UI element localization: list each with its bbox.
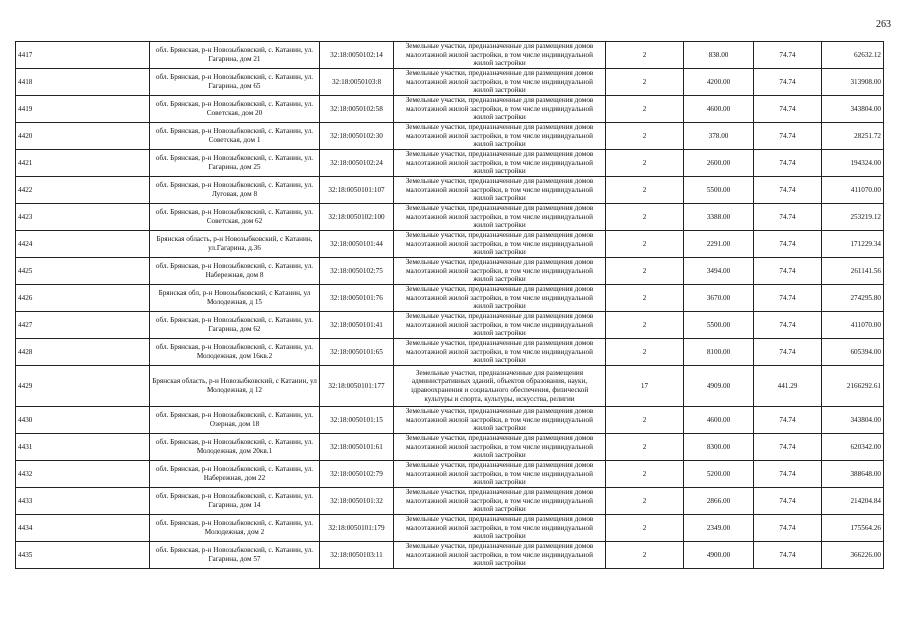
area-cell: 4900.00 xyxy=(684,542,754,569)
address-cell: Брянская обл, р-н Новозыбковский, с Катанин, ул Молодежная, д 15 xyxy=(150,285,320,312)
area-cell: 4200.00 xyxy=(684,69,754,96)
row-number: 4435 xyxy=(16,542,150,569)
cadastral-number-cell: 32:18:0050102:58 xyxy=(320,96,394,123)
area-cell: 2600.00 xyxy=(684,150,754,177)
address-cell: Брянская область, р-н Новозыбковский, с Катанин, ул.Гагарина, д.36 xyxy=(150,231,320,258)
row-number: 4425 xyxy=(16,258,150,285)
cadastral-value-cell: 605394.00 xyxy=(822,339,884,366)
cadastral-number-cell: 32:18:0050101:65 xyxy=(320,339,394,366)
cadastral-value-table xyxy=(15,41,884,569)
table-row xyxy=(16,285,884,312)
specific-value-cell: 74.74 xyxy=(754,69,822,96)
row-number: 4423 xyxy=(16,204,150,231)
table-row xyxy=(16,488,884,515)
table-row xyxy=(16,42,884,69)
group-cell: 17 xyxy=(606,366,684,407)
cadastral-value-cell: 366226.00 xyxy=(822,542,884,569)
area-cell: 4909.00 xyxy=(684,366,754,407)
address-cell: обл. Брянская, р-н Новозыбковский, с. Катанин, ул. Гагарина, дом 57 xyxy=(150,542,320,569)
specific-value-cell: 74.74 xyxy=(754,407,822,434)
table-row xyxy=(16,69,884,96)
address-cell: обл. Брянская, р-н Новозыбковский, с. Катанин, ул. Гагарина, дом 25 xyxy=(150,150,320,177)
cadastral-number-cell: 32:18:0050101:61 xyxy=(320,434,394,461)
land-use-cell: Земельные участки, предназначенные для размещения домов малоэтажной жилой застройки, в том числе индивидуальной жилой застройки xyxy=(394,150,606,177)
cadastral-value-cell: 2166292.61 xyxy=(822,366,884,407)
cadastral-value-cell: 62632.12 xyxy=(822,42,884,69)
table-row xyxy=(16,258,884,285)
cadastral-number-cell: 32:18:0050102:100 xyxy=(320,204,394,231)
cadastral-number-cell: 32:18:0050102:24 xyxy=(320,150,394,177)
land-use-cell: Земельные участки, предназначенные для размещения домов малоэтажной жилой застройки, в том числе индивидуальной жилой застройки xyxy=(394,312,606,339)
cadastral-value-cell: 343804.00 xyxy=(822,407,884,434)
cadastral-number-cell: 32:18:0050103:11 xyxy=(320,542,394,569)
cadastral-value-cell: 28251.72 xyxy=(822,123,884,150)
row-number: 4434 xyxy=(16,515,150,542)
cadastral-value-cell: 411070.00 xyxy=(822,177,884,204)
cadastral-number-cell: 32:18:0050101:177 xyxy=(320,366,394,407)
row-number: 4422 xyxy=(16,177,150,204)
land-use-cell: Земельные участки, предназначенные для размещения домов малоэтажной жилой застройки, в том числе индивидуальной жилой застройки xyxy=(394,177,606,204)
cadastral-number-cell: 32:18:0050102:75 xyxy=(320,258,394,285)
land-use-cell: Земельные участки, предназначенные для размещения домов малоэтажной жилой застройки, в том числе индивидуальной жилой застройки xyxy=(394,542,606,569)
address-cell: обл. Брянская, р-н Новозыбковский, с. Катанин, ул. Луговая, дом 8 xyxy=(150,177,320,204)
land-use-cell: Земельные участки, предназначенные для размещения домов малоэтажной жилой застройки, в том числе индивидуальной жилой застройки xyxy=(394,69,606,96)
specific-value-cell: 74.74 xyxy=(754,204,822,231)
specific-value-cell: 74.74 xyxy=(754,123,822,150)
land-use-cell: Земельные участки, предназначенные для размещения домов малоэтажной жилой застройки, в том числе индивидуальной жилой застройки xyxy=(394,285,606,312)
row-number: 4417 xyxy=(16,42,150,69)
land-use-cell: Земельные участки, предназначенные для размещения домов малоэтажной жилой застройки, в том числе индивидуальной жилой застройки xyxy=(394,488,606,515)
address-cell: Брянская область, р-н Новозыбковский, с Катанин, ул Молодежная, д 12 xyxy=(150,366,320,407)
table-row xyxy=(16,96,884,123)
group-cell: 2 xyxy=(606,258,684,285)
area-cell: 2291.00 xyxy=(684,231,754,258)
specific-value-cell: 74.74 xyxy=(754,285,822,312)
page-number: 263 xyxy=(876,19,891,30)
cadastral-value-cell: 343804.00 xyxy=(822,96,884,123)
cadastral-number-cell: 32:18:0050101:32 xyxy=(320,488,394,515)
specific-value-cell: 74.74 xyxy=(754,515,822,542)
cadastral-number-cell: 32:18:0050103:8 xyxy=(320,69,394,96)
specific-value-cell: 74.74 xyxy=(754,150,822,177)
row-number: 4431 xyxy=(16,434,150,461)
specific-value-cell: 74.74 xyxy=(754,258,822,285)
specific-value-cell: 74.74 xyxy=(754,461,822,488)
area-cell: 5500.00 xyxy=(684,312,754,339)
row-number: 4429 xyxy=(16,366,150,407)
group-cell: 2 xyxy=(606,177,684,204)
cadastral-number-cell: 32:18:0050101:76 xyxy=(320,285,394,312)
specific-value-cell: 74.74 xyxy=(754,96,822,123)
cadastral-value-cell: 274295.80 xyxy=(822,285,884,312)
cadastral-number-cell: 32:18:0050101:44 xyxy=(320,231,394,258)
area-cell: 5500.00 xyxy=(684,177,754,204)
cadastral-number-cell: 32:18:0050102:79 xyxy=(320,461,394,488)
group-cell: 2 xyxy=(606,312,684,339)
cadastral-number-cell: 32:18:0050102:30 xyxy=(320,123,394,150)
table-row xyxy=(16,312,884,339)
specific-value-cell: 74.74 xyxy=(754,434,822,461)
area-cell: 8300.00 xyxy=(684,434,754,461)
area-cell: 2866.00 xyxy=(684,488,754,515)
address-cell: обл. Брянская, р-н Новозыбковский, с. Катанин, ул. Озерная, дом 18 xyxy=(150,407,320,434)
cadastral-number-cell: 32:18:0050101:179 xyxy=(320,515,394,542)
land-use-cell: Земельные участки, предназначенные для размещения домов малоэтажной жилой застройки, в том числе индивидуальной жилой застройки xyxy=(394,42,606,69)
specific-value-cell: 74.74 xyxy=(754,488,822,515)
row-number: 4424 xyxy=(16,231,150,258)
table-row xyxy=(16,123,884,150)
land-use-cell: Земельные участки, предназначенные для размещения домов малоэтажной жилой застройки, в том числе индивидуальной жилой застройки xyxy=(394,515,606,542)
land-use-cell: Земельные участки, предназначенные для размещения домов малоэтажной жилой застройки, в том числе индивидуальной жилой застройки xyxy=(394,434,606,461)
specific-value-cell: 441.29 xyxy=(754,366,822,407)
cadastral-number-cell: 32:18:0050101:41 xyxy=(320,312,394,339)
cadastral-value-cell: 214204.84 xyxy=(822,488,884,515)
row-number: 4418 xyxy=(16,69,150,96)
row-number: 4420 xyxy=(16,123,150,150)
land-use-cell: Земельные участки, предназначенные для размещения домов малоэтажной жилой застройки, в том числе индивидуальной жилой застройки xyxy=(394,123,606,150)
group-cell: 2 xyxy=(606,96,684,123)
area-cell: 3494.00 xyxy=(684,258,754,285)
group-cell: 2 xyxy=(606,231,684,258)
table-row xyxy=(16,366,884,407)
row-number: 4421 xyxy=(16,150,150,177)
cadastral-value-cell: 620342.00 xyxy=(822,434,884,461)
address-cell: обл. Брянская, р-н Новозыбковский, с. Катанин, ул. Гагарина, дом 14 xyxy=(150,488,320,515)
land-use-cell: Земельные участки, предназначенные для размещения домов малоэтажной жилой застройки, в том числе индивидуальной жилой застройки xyxy=(394,461,606,488)
area-cell: 378.00 xyxy=(684,123,754,150)
address-cell: обл. Брянская, р-н Новозыбковский, с. Катанин, ул. Советская, дом 20 xyxy=(150,96,320,123)
land-use-cell: Земельные участки, предназначенные для размещения домов малоэтажной жилой застройки, в том числе индивидуальной жилой застройки xyxy=(394,204,606,231)
area-cell: 3388.00 xyxy=(684,204,754,231)
specific-value-cell: 74.74 xyxy=(754,312,822,339)
address-cell: обл. Брянская, р-н Новозыбковский, с. Катанин, ул. Гагарина, дом 21 xyxy=(150,42,320,69)
land-use-cell: Земельные участки, предназначенные для размещения домов малоэтажной жилой застройки, в том числе индивидуальной жилой застройки xyxy=(394,407,606,434)
row-number: 4430 xyxy=(16,407,150,434)
specific-value-cell: 74.74 xyxy=(754,231,822,258)
group-cell: 2 xyxy=(606,434,684,461)
cadastral-value-cell: 175564.26 xyxy=(822,515,884,542)
table-row xyxy=(16,515,884,542)
cadastral-value-cell: 261141.56 xyxy=(822,258,884,285)
cadastral-number-cell: 32:18:0050101:15 xyxy=(320,407,394,434)
land-use-cell: Земельные участки, предназначенные для размещения домов малоэтажной жилой застройки, в том числе индивидуальной жилой застройки xyxy=(394,258,606,285)
group-cell: 2 xyxy=(606,461,684,488)
cadastral-value-cell: 411070.00 xyxy=(822,312,884,339)
area-cell: 8100.00 xyxy=(684,339,754,366)
row-number: 4428 xyxy=(16,339,150,366)
address-cell: обл. Брянская, р-н Новозыбковский, с. Катанин, ул. Советская, дом 1 xyxy=(150,123,320,150)
row-number: 4426 xyxy=(16,285,150,312)
specific-value-cell: 74.74 xyxy=(754,177,822,204)
group-cell: 2 xyxy=(606,123,684,150)
group-cell: 2 xyxy=(606,150,684,177)
address-cell: обл. Брянская, р-н Новозыбковский, с. Катанин, ул. Молодежная, дом 2 xyxy=(150,515,320,542)
row-number: 4419 xyxy=(16,96,150,123)
address-cell: обл. Брянская, р-н Новозыбковский, с. Катанин, ул. Молодежная, дом 16кв.2 xyxy=(150,339,320,366)
table-row xyxy=(16,461,884,488)
specific-value-cell: 74.74 xyxy=(754,339,822,366)
area-cell: 838.00 xyxy=(684,42,754,69)
address-cell: обл. Брянская, р-н Новозыбковский, с. Катанин, ул. Набережная, дом 8 xyxy=(150,258,320,285)
group-cell: 2 xyxy=(606,69,684,96)
cadastral-value-cell: 171229.34 xyxy=(822,231,884,258)
specific-value-cell: 74.74 xyxy=(754,542,822,569)
cadastral-value-cell: 388648.00 xyxy=(822,461,884,488)
table-row xyxy=(16,204,884,231)
area-cell: 5200.00 xyxy=(684,461,754,488)
cadastral-number-cell: 32:18:0050101:107 xyxy=(320,177,394,204)
table-row xyxy=(16,150,884,177)
area-cell: 4600.00 xyxy=(684,407,754,434)
group-cell: 2 xyxy=(606,542,684,569)
cadastral-value-cell: 253219.12 xyxy=(822,204,884,231)
table-row xyxy=(16,434,884,461)
address-cell: обл. Брянская, р-н Новозыбковский, с. Катанин, ул. Гагарина, дом 62 xyxy=(150,312,320,339)
table-row xyxy=(16,339,884,366)
address-cell: обл. Брянская, р-н Новозыбковский, с. Катанин, ул. Набережная, дом 22 xyxy=(150,461,320,488)
table-row xyxy=(16,407,884,434)
cadastral-value-cell: 194324.00 xyxy=(822,150,884,177)
table-row xyxy=(16,177,884,204)
row-number: 4432 xyxy=(16,461,150,488)
group-cell: 2 xyxy=(606,407,684,434)
row-number: 4433 xyxy=(16,488,150,515)
address-cell: обл. Брянская, р-н Новозыбковский, с. Катанин, ул. Гагарина, дом 65 xyxy=(150,69,320,96)
area-cell: 2349.00 xyxy=(684,515,754,542)
group-cell: 2 xyxy=(606,42,684,69)
land-use-cell: Земельные участки, предназначенные для размещения домов малоэтажной жилой застройки, в том числе индивидуальной жилой застройки xyxy=(394,231,606,258)
group-cell: 2 xyxy=(606,488,684,515)
table-row xyxy=(16,542,884,569)
table-row xyxy=(16,231,884,258)
address-cell: обл. Брянская, р-н Новозыбковский, с. Катанин, ул. Советская, дом 62 xyxy=(150,204,320,231)
cadastral-value-cell: 313908.00 xyxy=(822,69,884,96)
area-cell: 4600.00 xyxy=(684,96,754,123)
land-use-cell: Земельные участки, предназначенные для размещения административных зданий, объектов образования, науки, здравоохранения и социального обеспечения, физической культуры и спорта, культуры, искусства, религии xyxy=(394,366,606,407)
land-use-cell: Земельные участки, предназначенные для размещения домов малоэтажной жилой застройки, в том числе индивидуальной жилой застройки xyxy=(394,96,606,123)
group-cell: 2 xyxy=(606,204,684,231)
group-cell: 2 xyxy=(606,339,684,366)
group-cell: 2 xyxy=(606,515,684,542)
cadastral-number-cell: 32:18:0050102:14 xyxy=(320,42,394,69)
group-cell: 2 xyxy=(606,285,684,312)
area-cell: 3670.00 xyxy=(684,285,754,312)
row-number: 4427 xyxy=(16,312,150,339)
land-use-cell: Земельные участки, предназначенные для размещения домов малоэтажной жилой застройки, в том числе индивидуальной жилой застройки xyxy=(394,339,606,366)
address-cell: обл. Брянская, р-н Новозыбковский, с. Катанин, ул. Молодежная, дом 20кв.1 xyxy=(150,434,320,461)
specific-value-cell: 74.74 xyxy=(754,42,822,69)
